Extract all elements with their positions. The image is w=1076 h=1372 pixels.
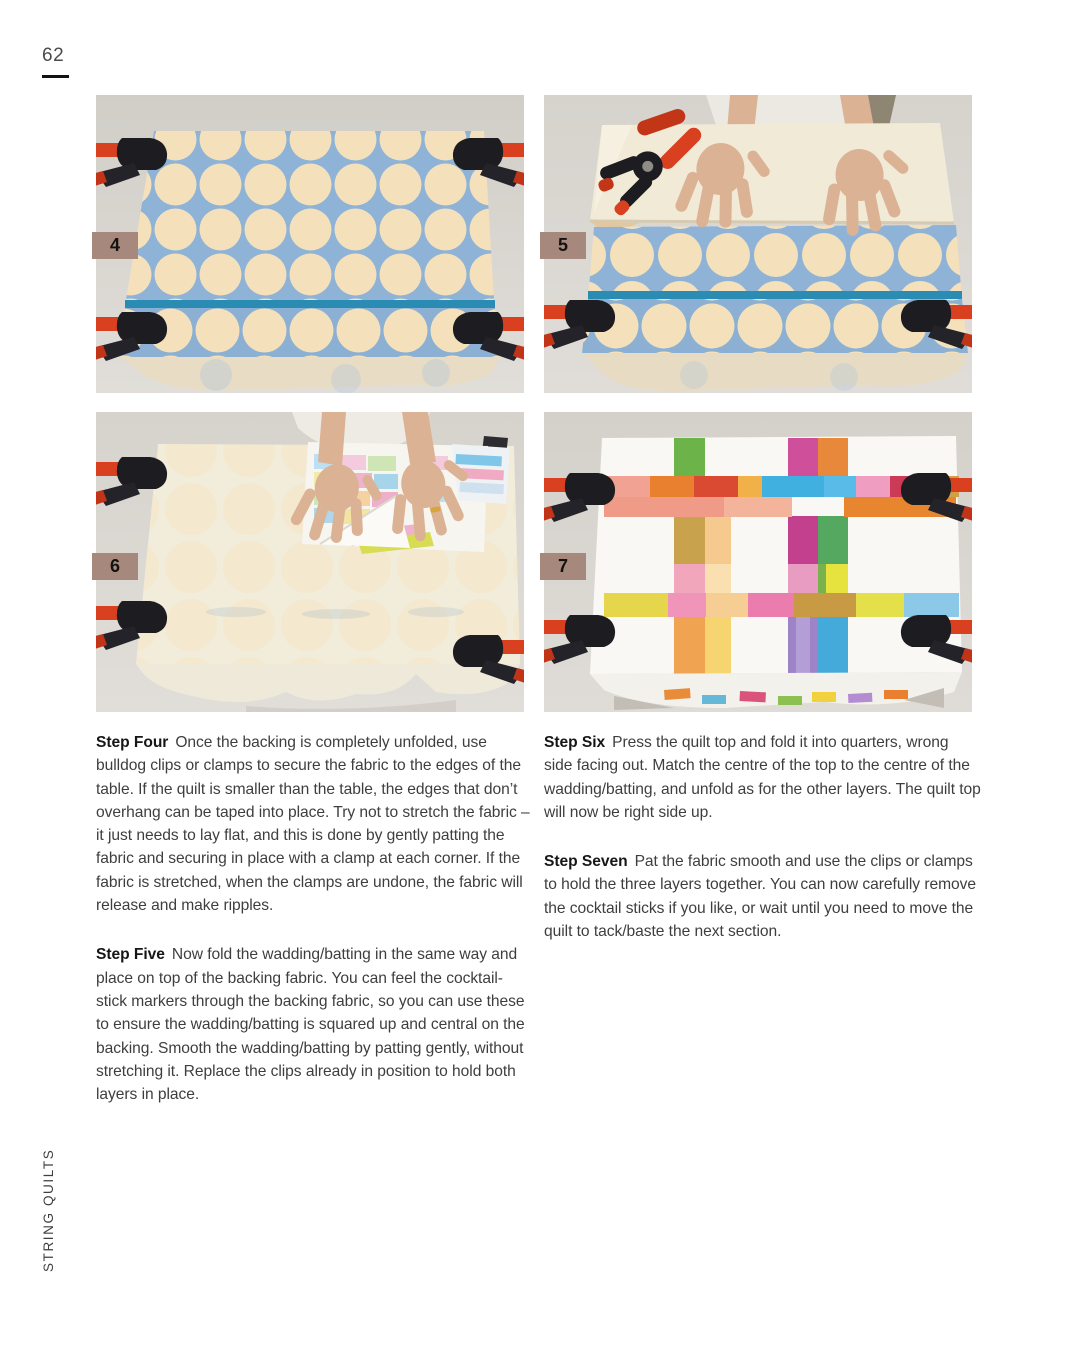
photo-number-badge: 4 bbox=[92, 232, 138, 259]
step-six-body: Press the quilt top and fold it into quarters, wrong side facing out. Match the centre of the top to the centre of the wadding/batting, and unfold as for the other layers. The quilt top will now be right side up. bbox=[544, 734, 981, 821]
backing-fabric bbox=[121, 131, 499, 393]
chapter-sidebar-label: STRING QUILTS bbox=[41, 1148, 56, 1272]
page-number-rule bbox=[42, 75, 69, 78]
step-photo-6 bbox=[96, 412, 524, 712]
step-seven-body: Pat the fabric smooth and use the clips or clamps to hold the three layers together. You can now carefully remove the cocktail sticks if you like, or wait until you need to move the quilt to tack/baste the next section. bbox=[544, 853, 977, 941]
text-column-right bbox=[544, 731, 981, 969]
step-four-paragraph bbox=[96, 731, 533, 917]
step-five-paragraph bbox=[96, 943, 533, 1106]
step-five-body: Now fold the wadding/batting in the same way and place on top of the backing fabric. You can feel the cocktail-stick markers through the backing fabric, so you can use these to ensure the wadding/batting is squared up and central on the backing. Smooth the wadding/batting by patting gently, without stretching it. Replace the clips already in position to hold both layers in place. bbox=[96, 946, 525, 1104]
step-photo-5 bbox=[544, 95, 972, 393]
step-four-body: Once the backing is completely unfolded, use bulldog clips or clamps to secure the fabric to the edges of the table. If the quilt is smaller than the table, the edges that don’t overhang can be taped into place. Try not to stretch the fabric – it just needs to lay flat, and this is done by gently patting the fabric and securing in place with a clamp at each corner. If the fabric is stretched, when the clamps are undone, the fabric will release and make ripples. bbox=[96, 734, 530, 915]
step-seven-title: Step Seven bbox=[544, 853, 628, 871]
photo-5-illustration bbox=[544, 95, 972, 393]
step-photo-4 bbox=[96, 95, 524, 393]
step-seven-paragraph bbox=[544, 850, 981, 943]
step-photo-7 bbox=[544, 412, 972, 712]
photo-4-illustration bbox=[96, 95, 524, 393]
photo-number-badge: 7 bbox=[540, 553, 586, 580]
step-six-title: Step Six bbox=[544, 734, 606, 751]
step-five-title: Step Five bbox=[96, 946, 165, 964]
photo-number-badge: 5 bbox=[540, 232, 586, 259]
text-column-left bbox=[96, 731, 533, 1132]
photo-6-illustration bbox=[96, 412, 524, 712]
quilt-top bbox=[590, 436, 962, 710]
page-number: 62 bbox=[42, 45, 65, 66]
step-four-title: Step Four bbox=[96, 734, 169, 751]
photo-number-badge: 6 bbox=[92, 553, 138, 580]
step-six-paragraph bbox=[544, 731, 981, 824]
photo-7-illustration bbox=[544, 412, 972, 712]
